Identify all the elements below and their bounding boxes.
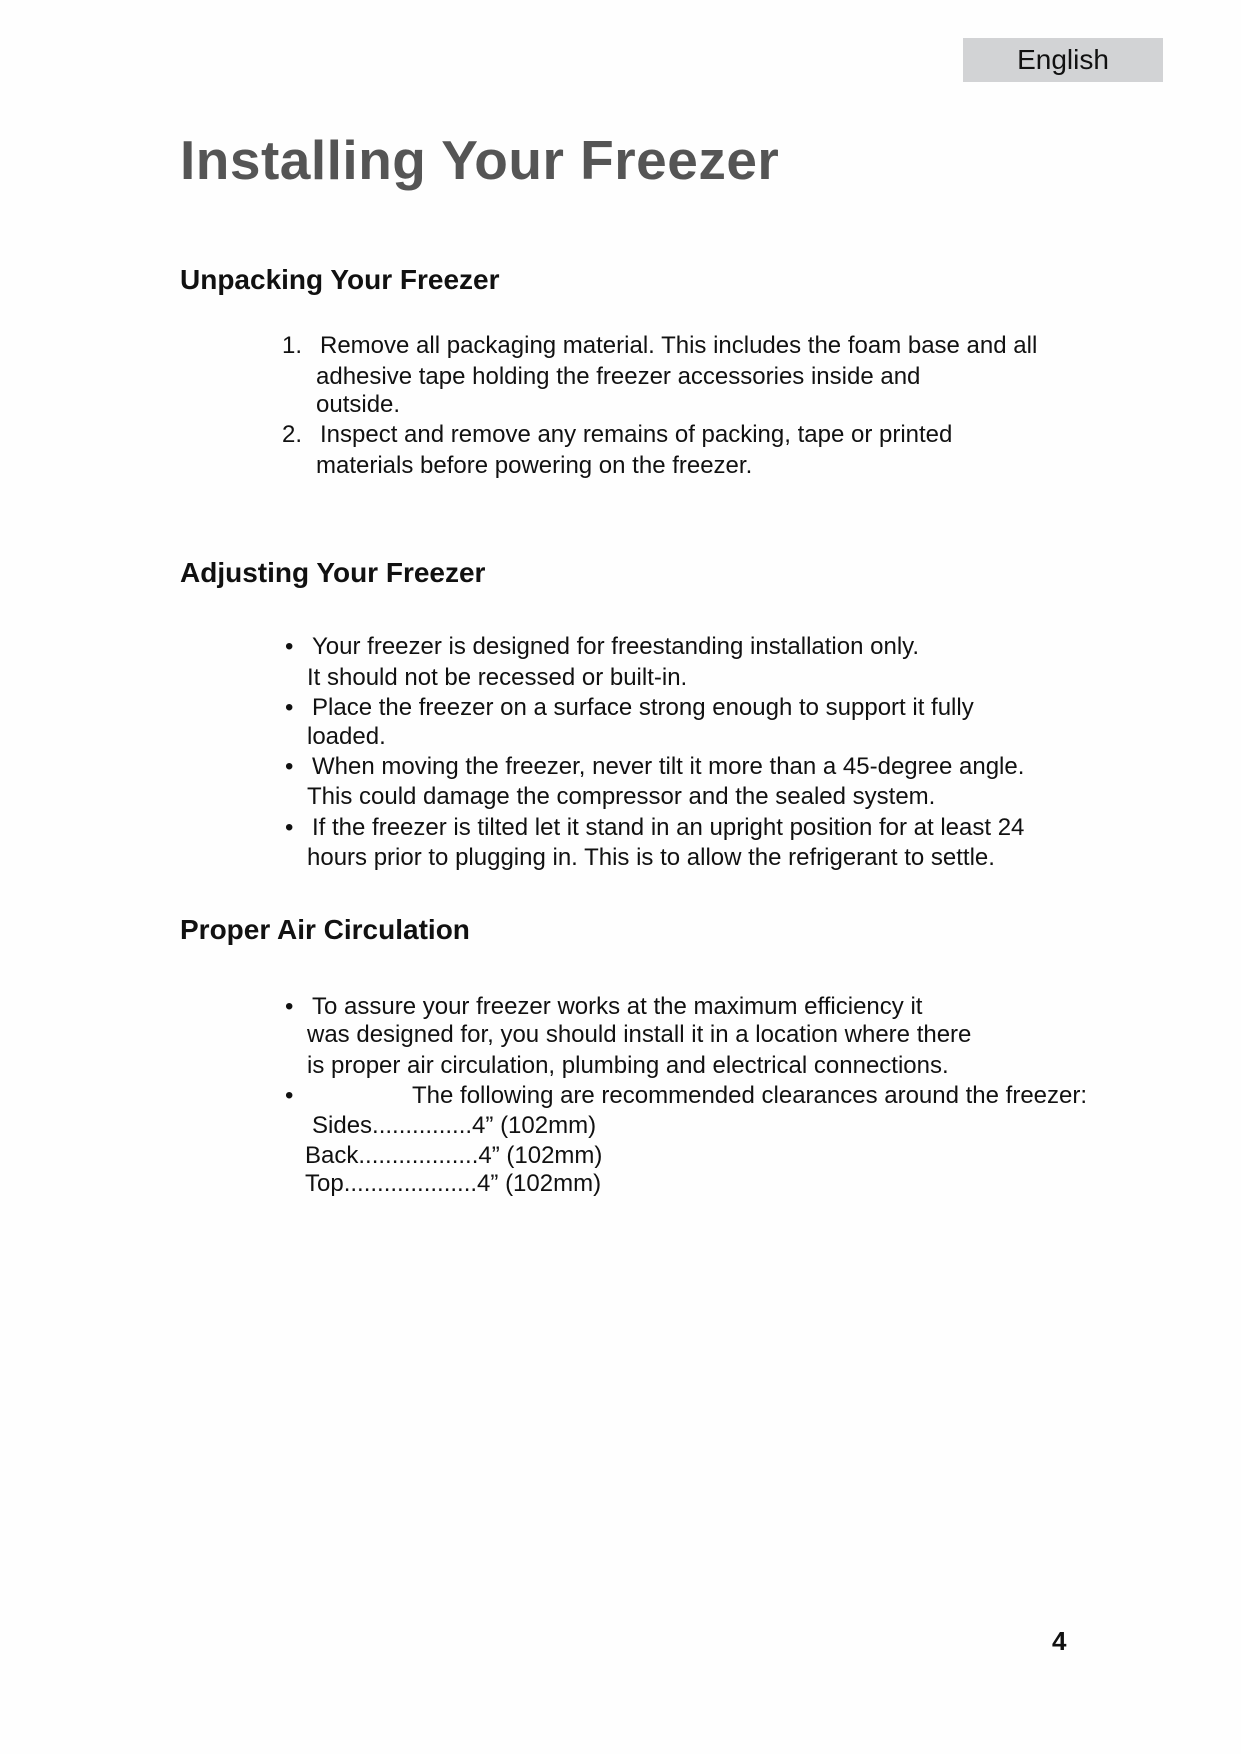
page-title: Installing Your Freezer bbox=[180, 129, 780, 191]
list-text: To assure your freezer works at the maximum efficiency it bbox=[312, 993, 923, 1020]
list-text: adhesive tape holding the freezer accessories inside and bbox=[316, 363, 921, 390]
list-text: It should not be recessed or built-in. bbox=[307, 664, 688, 691]
list-text: loaded. bbox=[307, 723, 386, 750]
list-text: was designed for, you should install it in a location where there bbox=[307, 1021, 972, 1048]
page-number: 4 bbox=[1052, 1626, 1067, 1656]
bullet-icon: • bbox=[285, 814, 294, 841]
list-text: hours prior to plugging in. This is to allow the refrigerant to settle. bbox=[307, 844, 995, 871]
clearance-top: Top....................4” (102mm) bbox=[305, 1170, 602, 1197]
bullet-icon: • bbox=[285, 694, 294, 721]
bullet-icon: • bbox=[285, 1082, 294, 1109]
bullet-icon: • bbox=[285, 753, 294, 780]
list-text: When moving the freezer, never tilt it more than a 45-degree angle. bbox=[312, 753, 1025, 780]
list-text: Remove all packaging material. This includes the foam base and all bbox=[320, 332, 1038, 359]
list-text: If the freezer is tilted let it stand in an upright position for at least 24 bbox=[312, 814, 1025, 841]
bullet-icon: • bbox=[285, 993, 294, 1020]
list-text: materials before powering on the freezer. bbox=[316, 452, 753, 479]
list-number: 1. bbox=[282, 332, 303, 359]
list-text: Place the freezer on a surface strong enough to support it fully bbox=[312, 694, 974, 721]
language-tab bbox=[963, 38, 1163, 82]
section-heading-adjusting: Adjusting Your Freezer bbox=[180, 557, 486, 588]
section-heading-unpacking: Unpacking Your Freezer bbox=[180, 264, 500, 295]
list-text: Inspect and remove any remains of packing, tape or printed bbox=[320, 421, 953, 448]
language-label: English bbox=[1017, 44, 1109, 75]
list-text: The following are recommended clearances around the freezer: bbox=[412, 1082, 1088, 1109]
section-heading-air-circulation: Proper Air Circulation bbox=[180, 914, 470, 945]
clearance-back: Back..................4” (102mm) bbox=[305, 1142, 603, 1169]
bullet-icon: • bbox=[285, 633, 294, 660]
list-text: is proper air circulation, plumbing and electrical connections. bbox=[307, 1052, 949, 1079]
list-text: This could damage the compressor and the sealed system. bbox=[307, 783, 936, 810]
clearance-sides: Sides...............4” (102mm) bbox=[312, 1112, 597, 1139]
list-number: 2. bbox=[282, 421, 303, 448]
list-text: outside. bbox=[316, 391, 401, 418]
list-text: Your freezer is designed for freestanding installation only. bbox=[312, 633, 920, 660]
